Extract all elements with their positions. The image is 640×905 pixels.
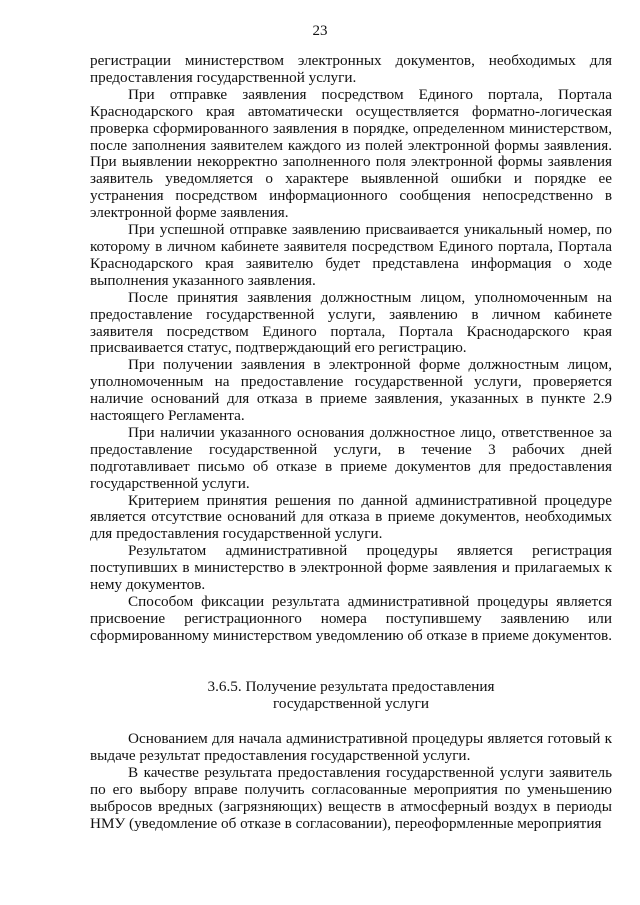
paragraph: При получении заявления в электронной форме должностным лицом, уполномоченным на предоставление государственной услуги, проверяется наличие оснований для отказа в приеме заявления, указанных в пункте 2.9 настоящего Регламента.	[90, 356, 612, 425]
page-number: 23	[312, 23, 328, 39]
body-text-top	[90, 53, 612, 645]
paragraph: Основанием для начала административной процедуры является готовый к выдаче результат предоставления государственной услуги.	[90, 730, 612, 764]
paragraph: Способом фиксации результата административной процедуры является присвоение регистрационного номера поступившему заявлению или сформированному министерством уведомлению об отказе в приеме документов.	[90, 593, 613, 644]
body-text-bottom	[90, 731, 612, 832]
section-heading-line: государственной услуги	[273, 695, 429, 712]
section-heading-line: 3.6.5. Получение результата предоставления	[207, 678, 495, 695]
paragraph: При успешной отправке заявлению присваивается уникальный номер, по которому в личном кабинете заявителя посредством Единого портала, Портала Краснодарского края заявителю будет представлена информация о ходе выполнения указанного заявления.	[90, 221, 612, 289]
paragraph: Критерием принятия решения по данной административной процедуре является отсутствие оснований для отказа в приеме документов, необходимых для предоставления государственной услуги.	[90, 491, 612, 543]
paragraph: Результатом административной процедуры является регистрация поступивших в министерство в электронной форме заявления и прилагаемых к нему документов.	[90, 542, 612, 594]
paragraph: При наличии указанного основания должностное лицо, ответственное за предоставление государственной услуги, в течение 3 рабочих дней подготавливает письмо об отказе в приеме документов для предоставления государственной услуги.	[90, 423, 612, 492]
paragraph: В качестве результата предоставления государственной услуги заявитель по его выбору вправе получить согласованные мероприятия по уменьшению выбросов вредных (загрязняющих) веществ в атмосферный воздух в периоды НМУ (уведомление об отказе в согласовании), переоформленные мероприятия	[90, 763, 612, 832]
section-heading	[90, 678, 612, 712]
paragraph: После принятия заявления должностным лицом, уполномоченным на предоставление государственной услуги, заявлению в личном кабинете заявителя посредством Единого портала, Портала Краснодарского края присваивается статус, подтверждающий его регистрацию.	[90, 288, 612, 357]
paragraph: регистрации министерством электронных документов, необходимых для предоставления государственной услуги.	[90, 52, 612, 86]
paragraph: При отправке заявления посредством Единого портала, Портала Краснодарского края автоматически осуществляется форматно-логическая проверка сформированного заявления в порядке, определенном министерством, после заполнения заявителем каждого из полей электронной формы заявления. При выявлении некорректно заполненного поля электронной формы заявления заявитель уведомляется о характере выявленной ошибки и порядке ее устранения посредством информационного сообщения непосредственно в электронной форме заявления.	[90, 85, 612, 222]
